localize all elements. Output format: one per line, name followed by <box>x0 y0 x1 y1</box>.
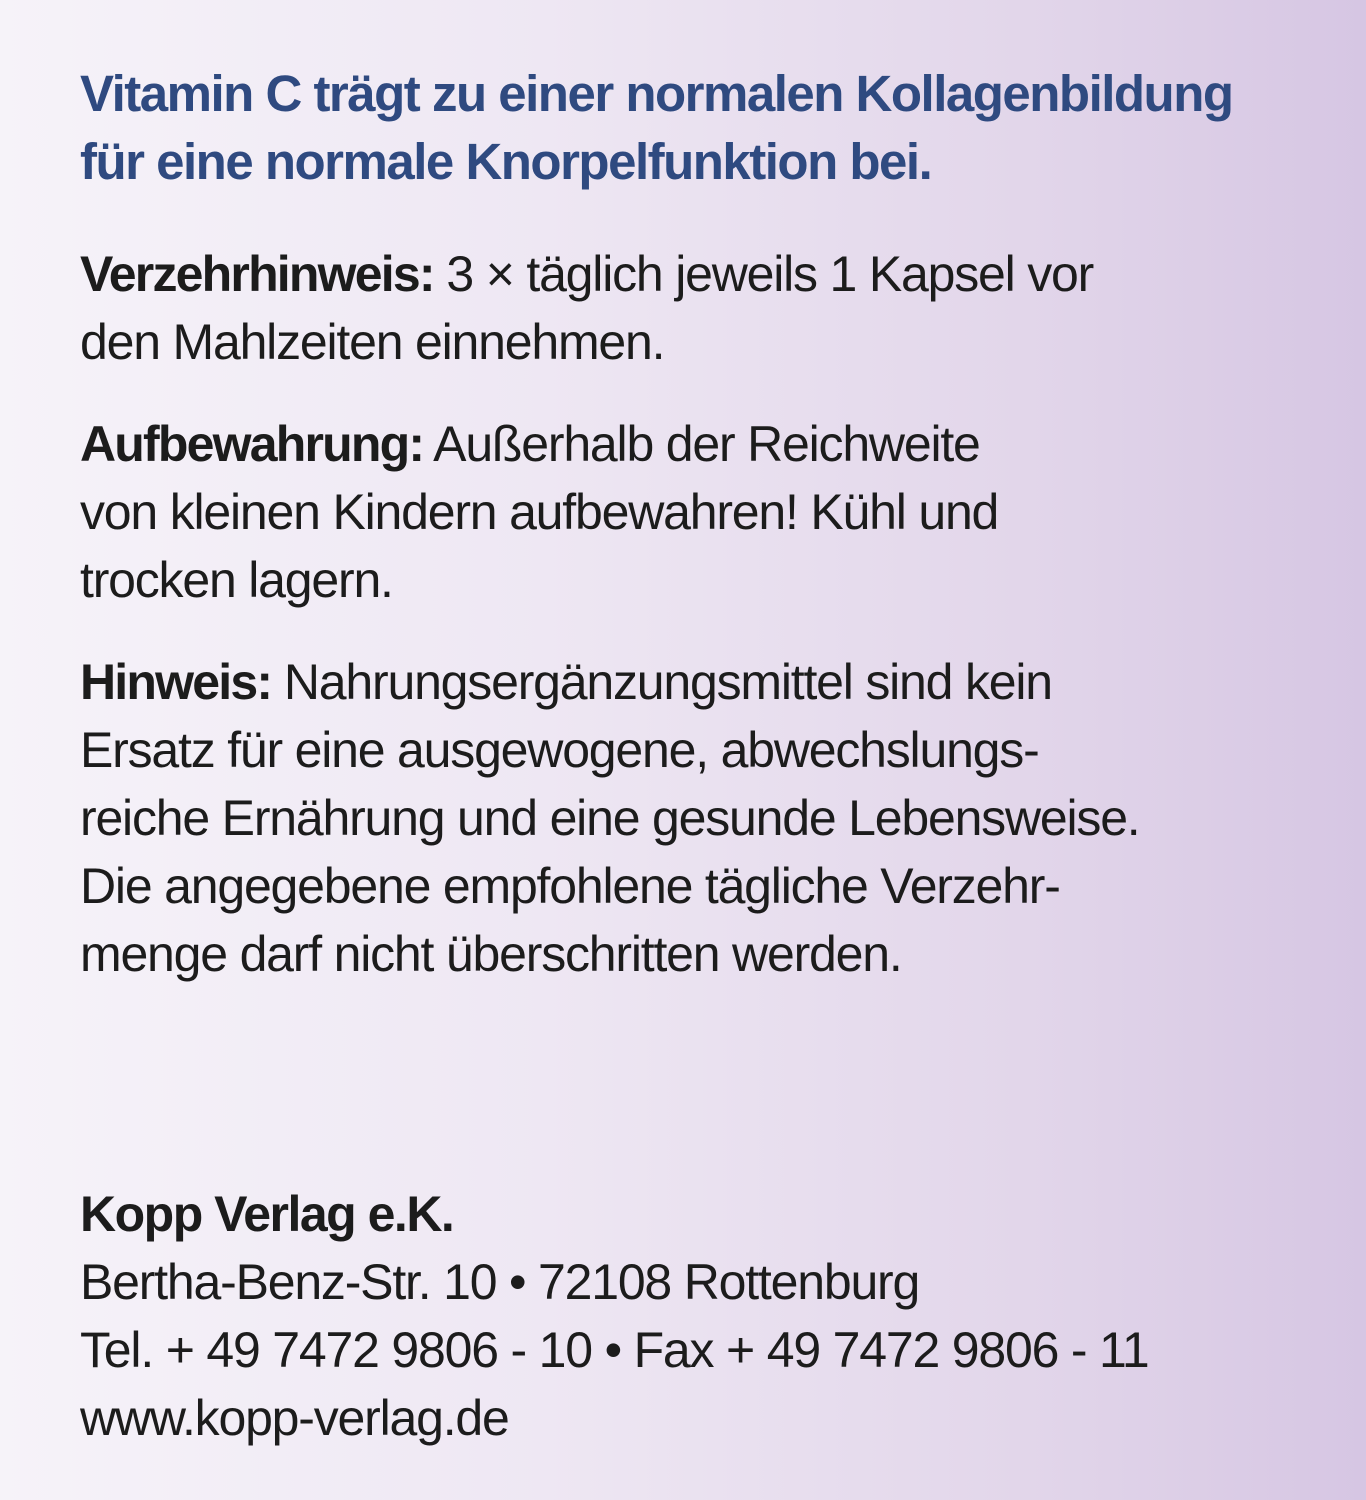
notice-line-4: Die angegebene empfohlene tägliche Verzehr- <box>80 858 1060 914</box>
notice-label: Hinweis: <box>80 654 272 710</box>
usage-label: Verzehrhinweis: <box>80 246 434 302</box>
label-text-panel <box>80 60 1320 988</box>
health-claim-headline <box>80 60 1320 196</box>
headline-line-2: für eine normale Knorpelfunktion bei. <box>80 133 932 190</box>
notice-line-1 <box>80 648 1320 716</box>
storage-instructions <box>80 410 1320 614</box>
notice-text-1: Nahrungsergänzungsmittel sind kein <box>271 654 1052 710</box>
company-name: Kopp Verlag e.K. <box>80 1186 454 1242</box>
usage-instructions <box>80 240 1320 376</box>
notice-line-3: reiche Ernährung und eine gesunde Lebensweise. <box>80 790 1140 846</box>
storage-line-3: trocken lagern. <box>80 552 393 608</box>
headline-line-1: Vitamin C trägt zu einer normalen Kollagenbildung <box>80 65 1233 122</box>
storage-line-2: von kleinen Kindern aufbewahren! Kühl und <box>80 484 999 540</box>
notice-line-2: Ersatz für eine ausgewogene, abwechslungs- <box>80 722 1039 778</box>
company-phone-fax: Tel. + 49 7472 9806 - 10 • Fax + 49 7472 9806 - 11 <box>80 1322 1149 1378</box>
usage-line-1 <box>80 240 1320 308</box>
storage-label: Aufbewahrung: <box>80 416 424 472</box>
company-website: www.kopp-verlag.de <box>80 1390 509 1446</box>
company-street-address: Bertha-Benz-Str. 10 • 72108 Rottenburg <box>80 1254 920 1310</box>
storage-text-1: Außerhalb der Reichweite <box>423 416 980 472</box>
storage-line-1 <box>80 410 1320 478</box>
publisher-address <box>80 1180 1320 1452</box>
usage-line-2: den Mahlzeiten einnehmen. <box>80 314 665 370</box>
notice-text <box>80 648 1320 988</box>
notice-line-5: menge darf nicht überschritten werden. <box>80 926 902 982</box>
usage-text-1: 3 × täglich jeweils 1 Kapsel vor <box>433 246 1094 302</box>
